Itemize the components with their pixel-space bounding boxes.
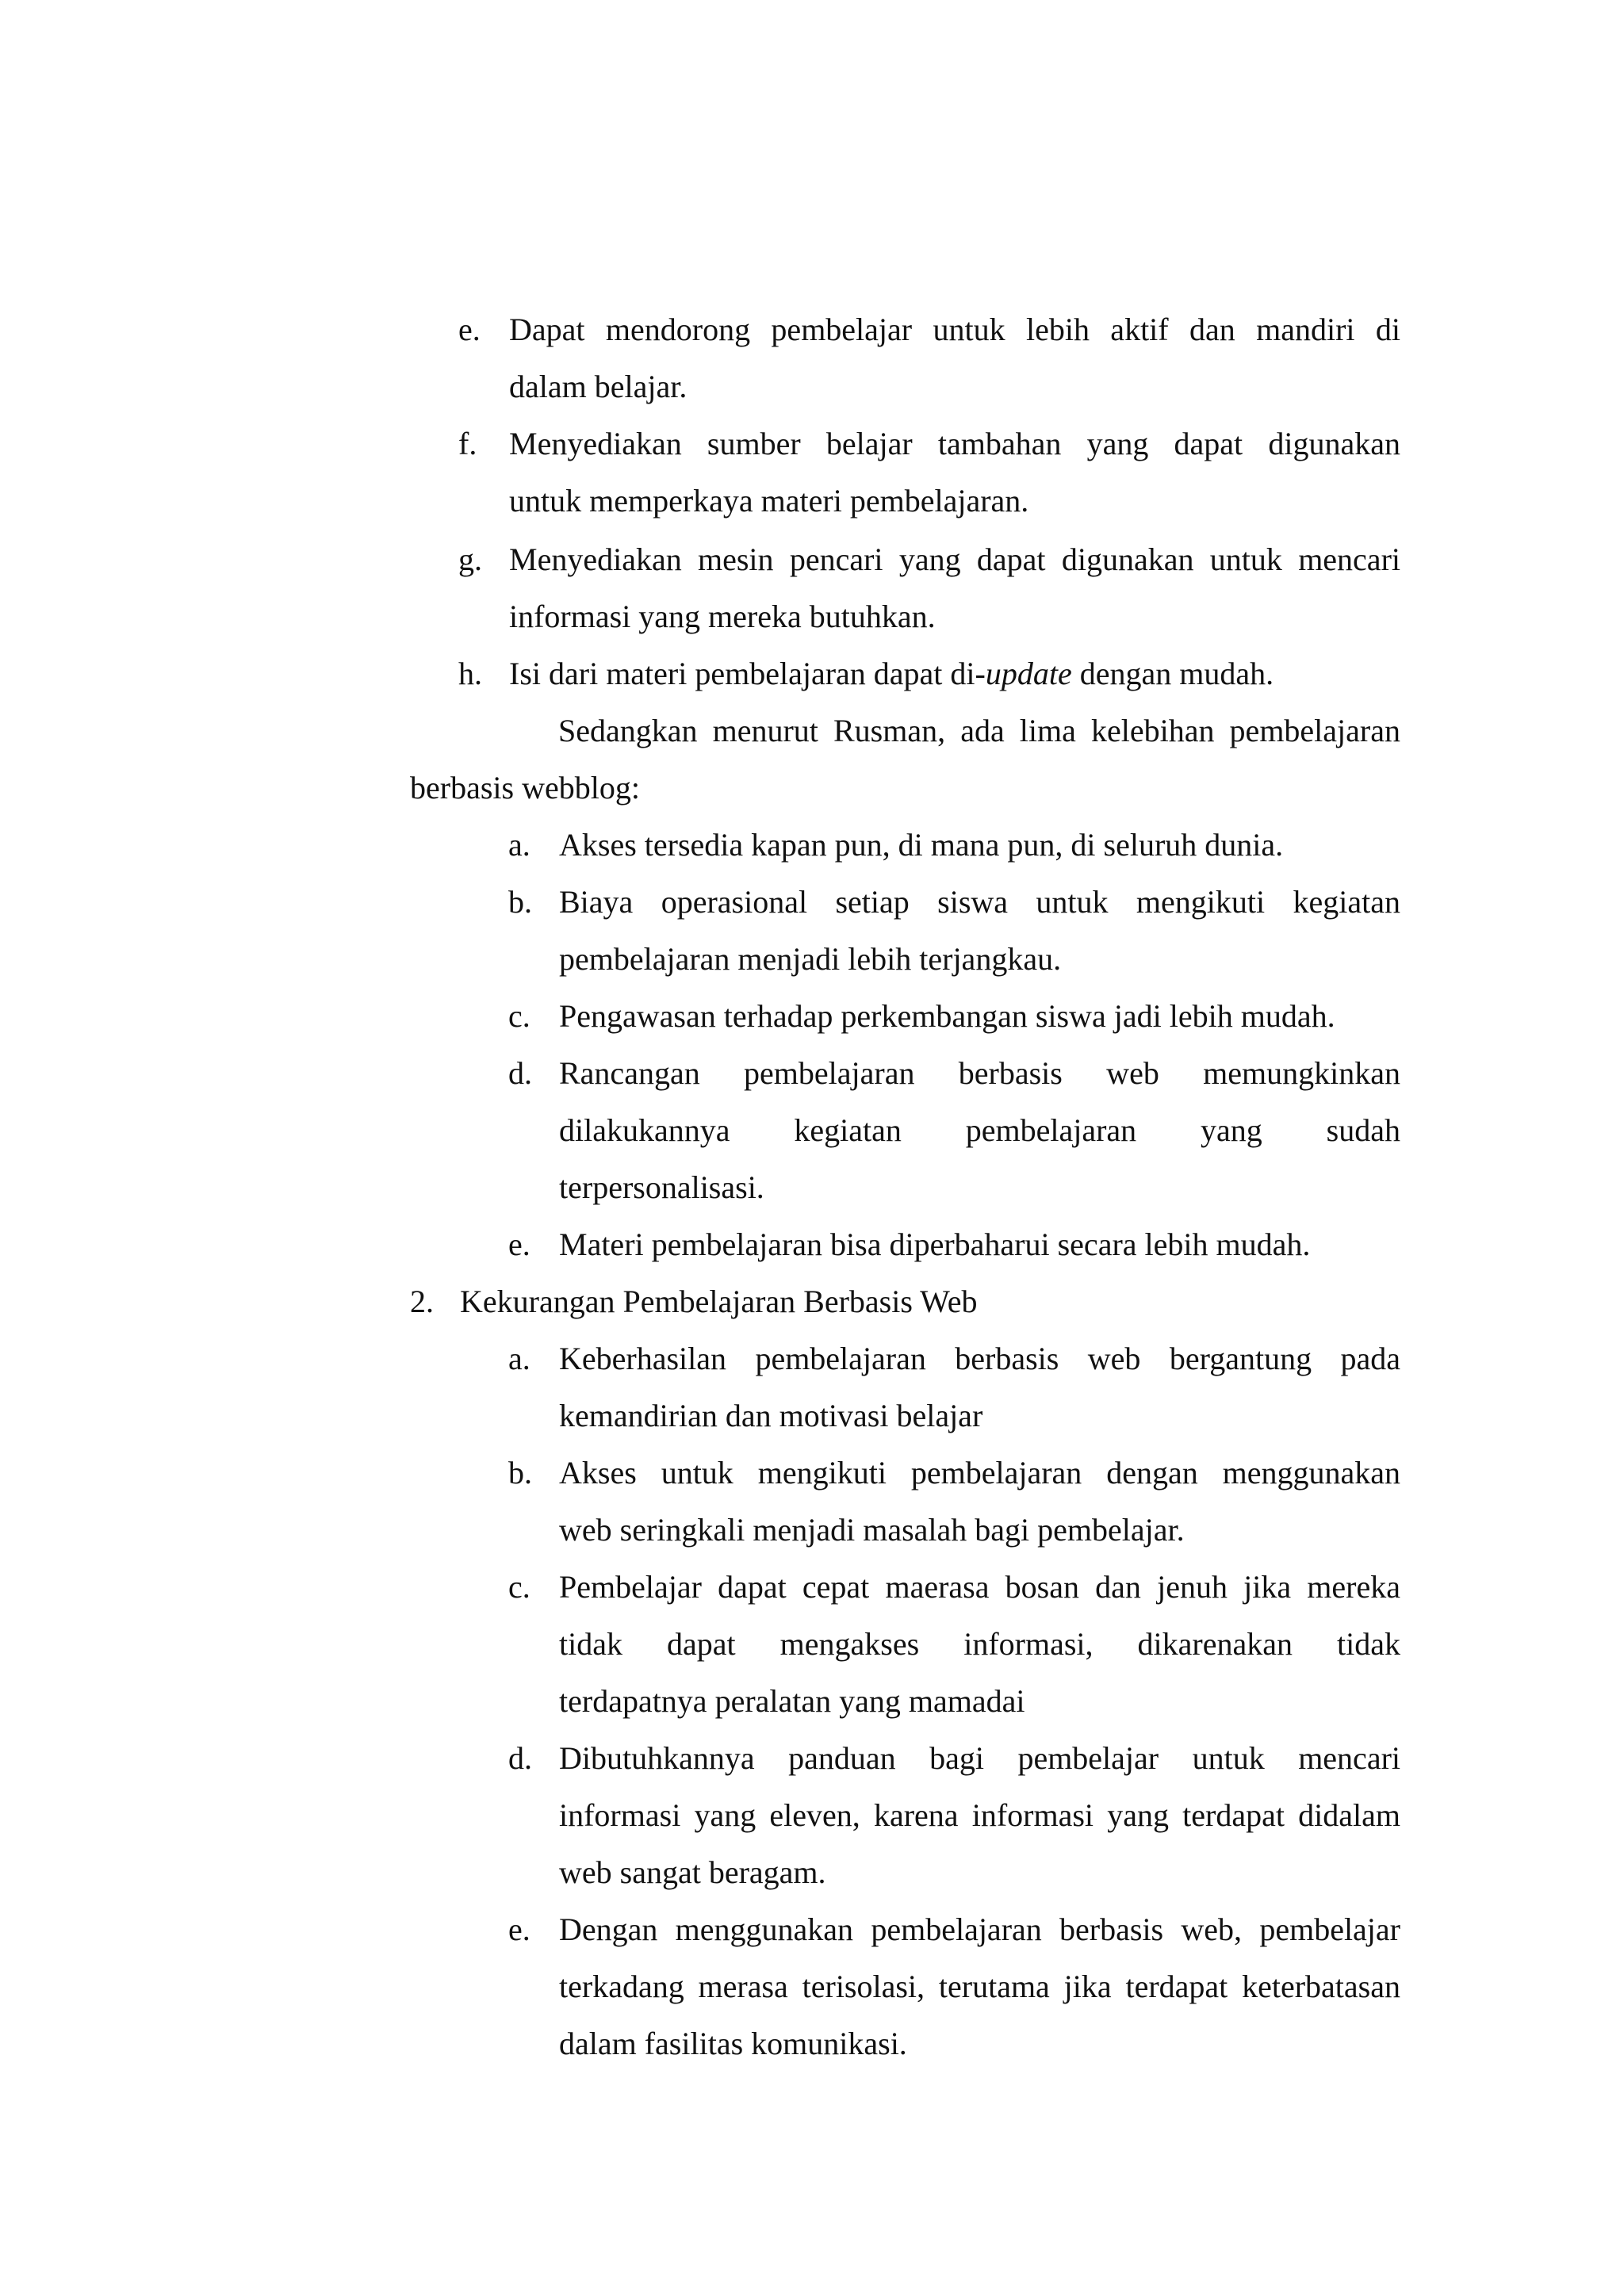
list-label: e.	[508, 1911, 530, 1947]
list-item-line: Menyediakan mesin pencari yang dapat digunakan untuk mencari	[509, 541, 1400, 577]
list-label: e.	[508, 1226, 530, 1262]
list-item-line: Akses tersedia kapan pun, di mana pun, di seluruh dunia.	[559, 827, 1284, 863]
section-number: 2.	[410, 1284, 434, 1319]
list-item-line: tidak dapat mengakses informasi, dikarenakan tidak	[559, 1626, 1400, 1662]
list-item-line: dalam fasilitas komunikasi.	[559, 2026, 907, 2061]
list-item-line: Pengawasan terhadap perkembangan siswa jadi lebih mudah.	[559, 998, 1335, 1034]
list-item-line: Dapat mendorong pembelajar untuk lebih aktif dan mandiri di	[509, 312, 1400, 347]
list-label: e.	[458, 312, 481, 347]
list-item-line	[509, 655, 1274, 693]
list-item-line: Dengan menggunakan pembelajaran berbasis web, pembelajar	[559, 1911, 1400, 1947]
list-item-line: kemandirian dan motivasi belajar	[559, 1398, 983, 1433]
list-label: b.	[508, 884, 532, 920]
text-run: Isi dari materi pembelajaran dapat di-	[509, 656, 986, 691]
list-item-line: Dibutuhkannya panduan bagi pembelajar untuk mencari	[559, 1740, 1400, 1776]
list-item-line: informasi yang eleven, karena informasi yang terdapat didalam	[559, 1797, 1400, 1833]
list-item-line: web sangat beragam.	[559, 1854, 826, 1890]
list-label: g.	[458, 541, 482, 577]
list-item-line: terdapatnya peralatan yang mamadai	[559, 1683, 1025, 1719]
paragraph-line: berbasis webblog:	[410, 770, 640, 806]
list-item-line: dalam belajar.	[509, 369, 688, 404]
list-item-line: Keberhasilan pembelajaran berbasis web bergantung pada	[559, 1341, 1400, 1376]
list-item-line: informasi yang mereka butuhkan.	[509, 599, 936, 634]
list-item-line: Materi pembelajaran bisa diperbaharui secara lebih mudah.	[559, 1226, 1311, 1262]
list-label: b.	[508, 1455, 532, 1490]
list-item-line: Rancangan pembelajaran berbasis web memungkinkan	[559, 1055, 1400, 1091]
section-heading: Kekurangan Pembelajaran Berbasis Web	[460, 1284, 978, 1319]
list-label: f.	[458, 426, 477, 461]
list-label: c.	[508, 998, 530, 1034]
list-item-line: terpersonalisasi.	[559, 1169, 764, 1205]
paragraph-first-line: Sedangkan menurut Rusman, ada lima kelebihan pembelajaran	[558, 713, 1400, 748]
text-run: dengan mudah.	[1071, 656, 1274, 691]
list-item-line: Pembelajar dapat cepat maerasa bosan dan jenuh jika mereka	[559, 1569, 1400, 1605]
list-label: d.	[508, 1740, 532, 1776]
list-label: d.	[508, 1055, 532, 1091]
list-label: a.	[508, 827, 530, 863]
list-item-line: web seringkali menjadi masalah bagi pembelajar.	[559, 1512, 1185, 1548]
list-item-line: untuk memperkaya materi pembelajaran.	[509, 483, 1029, 519]
list-item-line: Biaya operasional setiap siswa untuk mengikuti kegiatan	[559, 884, 1400, 920]
list-item-line: pembelajaran menjadi lebih terjangkau.	[559, 941, 1062, 977]
list-label: h.	[458, 656, 482, 691]
list-label: a.	[508, 1341, 530, 1376]
list-item-line: Akses untuk mengikuti pembelajaran dengan menggunakan	[559, 1455, 1400, 1490]
list-item-line: dilakukannya kegiatan pembelajaran yang sudah	[559, 1112, 1400, 1148]
italic-term: update	[985, 656, 1072, 691]
list-item-line: terkadang merasa terisolasi, terutama jika terdapat keterbatasan	[559, 1969, 1400, 2004]
list-label: c.	[508, 1569, 530, 1605]
list-item-line: Menyediakan sumber belajar tambahan yang dapat digunakan	[509, 426, 1400, 461]
